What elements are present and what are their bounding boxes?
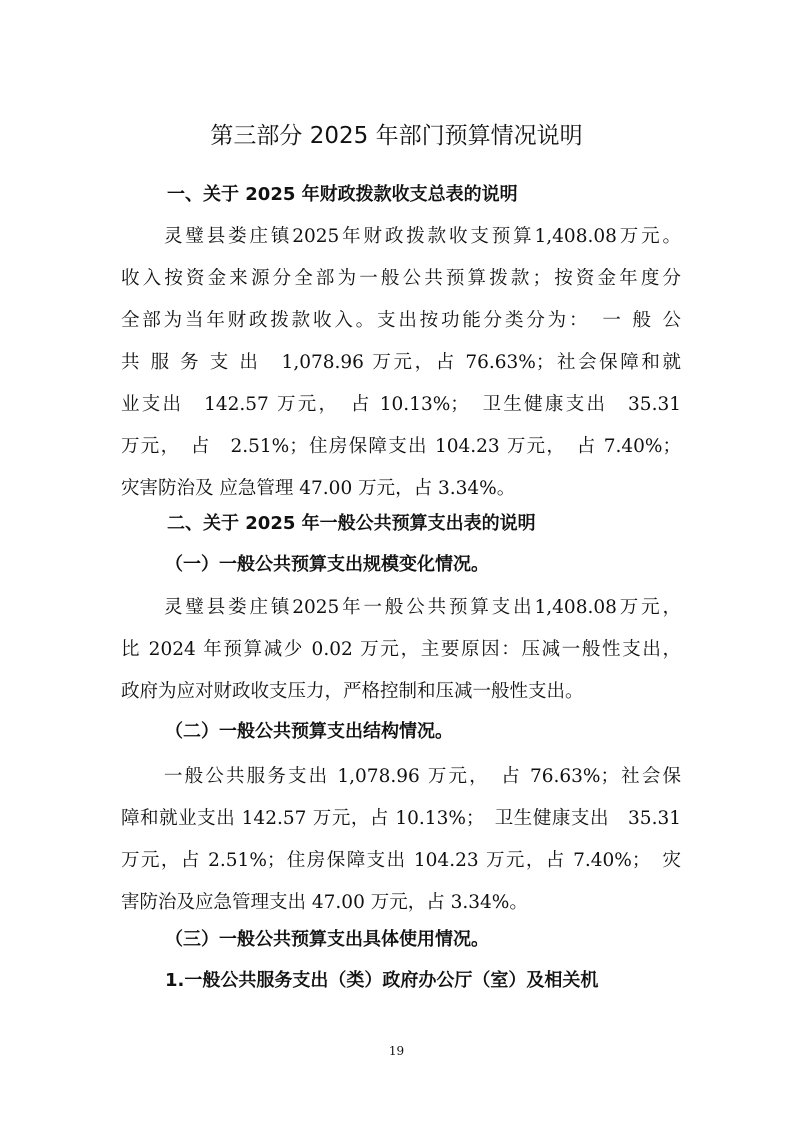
paragraph-line: 万元， 占 2.51%；住房保障支出 104.23 万元， 占 7.40%； — [121, 436, 681, 457]
paragraph-line: 灵璧县娄庄镇2025年一般公共预算支出1,408.08万元， — [164, 597, 681, 618]
section-1-paragraph — [121, 216, 681, 510]
section-2-heading: 二、关于 2025 年一般公共预算支出表的说明 — [167, 513, 536, 534]
paragraph-line: 收入按资金来源分全部为一般公共预算拨款；按资金年度分 — [121, 268, 681, 289]
subsection-3-heading: （三）一般公共预算支出具体使用情况。 — [165, 929, 489, 950]
subsection-1-heading: （一）一般公共预算支出规模变化情况。 — [165, 554, 489, 575]
subsection-1-paragraph — [121, 587, 681, 713]
paragraph-line: 障和就业支出 142.57 万元，占 10.13%； 卫生健康支出 35.31 — [121, 808, 681, 829]
page-title: 第三部分 2025 年部门预算情况说明 — [210, 123, 583, 149]
paragraph-line: 灾害防治及 应急管理 47.00 万元，占 3.34%。 — [121, 478, 516, 499]
paragraph-line: 一般公共服务支出 1,078.96 万元， 占 76.63%；社会保 — [164, 766, 681, 787]
paragraph-line: 全部为当年财政拨款收入。支出按功能分类分为： 一 般 公 — [121, 310, 681, 331]
paragraph-line: 业支出 142.57 万元， 占 10.13%； 卫生健康支出 35.31 — [121, 394, 681, 415]
paragraph-line: 害防治及应急管理支出 47.00 万元，占 3.34%。 — [121, 892, 528, 913]
subsection-2-heading: （二）一般公共预算支出结构情况。 — [165, 721, 453, 742]
subsection-3-item-1: 1.一般公共服务支出（类）政府办公厅（室）及相关机 — [165, 970, 599, 991]
paragraph-line: 灵璧县娄庄镇2025年财政拨款收支预算1,408.08万元。 — [164, 226, 681, 247]
paragraph-line: 共 服 务 支 出 1,078.96 万元，占 76.63%；社会保障和就 — [121, 352, 681, 373]
paragraph-line: 比 2024 年预算减少 0.02 万元，主要原因：压减一般性支出， — [121, 639, 681, 660]
paragraph-line: 政府为应对财政收支压力，严格控制和压减一般性支出。 — [121, 681, 584, 702]
paragraph-line: 万元，占 2.51%；住房保障支出 104.23 万元，占 7.40%； 灾 — [121, 850, 681, 871]
page-number: 19 — [388, 1044, 405, 1058]
section-1-heading: 一、关于 2025 年财政拨款收支总表的说明 — [167, 184, 518, 205]
subsection-2-paragraph — [121, 756, 681, 924]
